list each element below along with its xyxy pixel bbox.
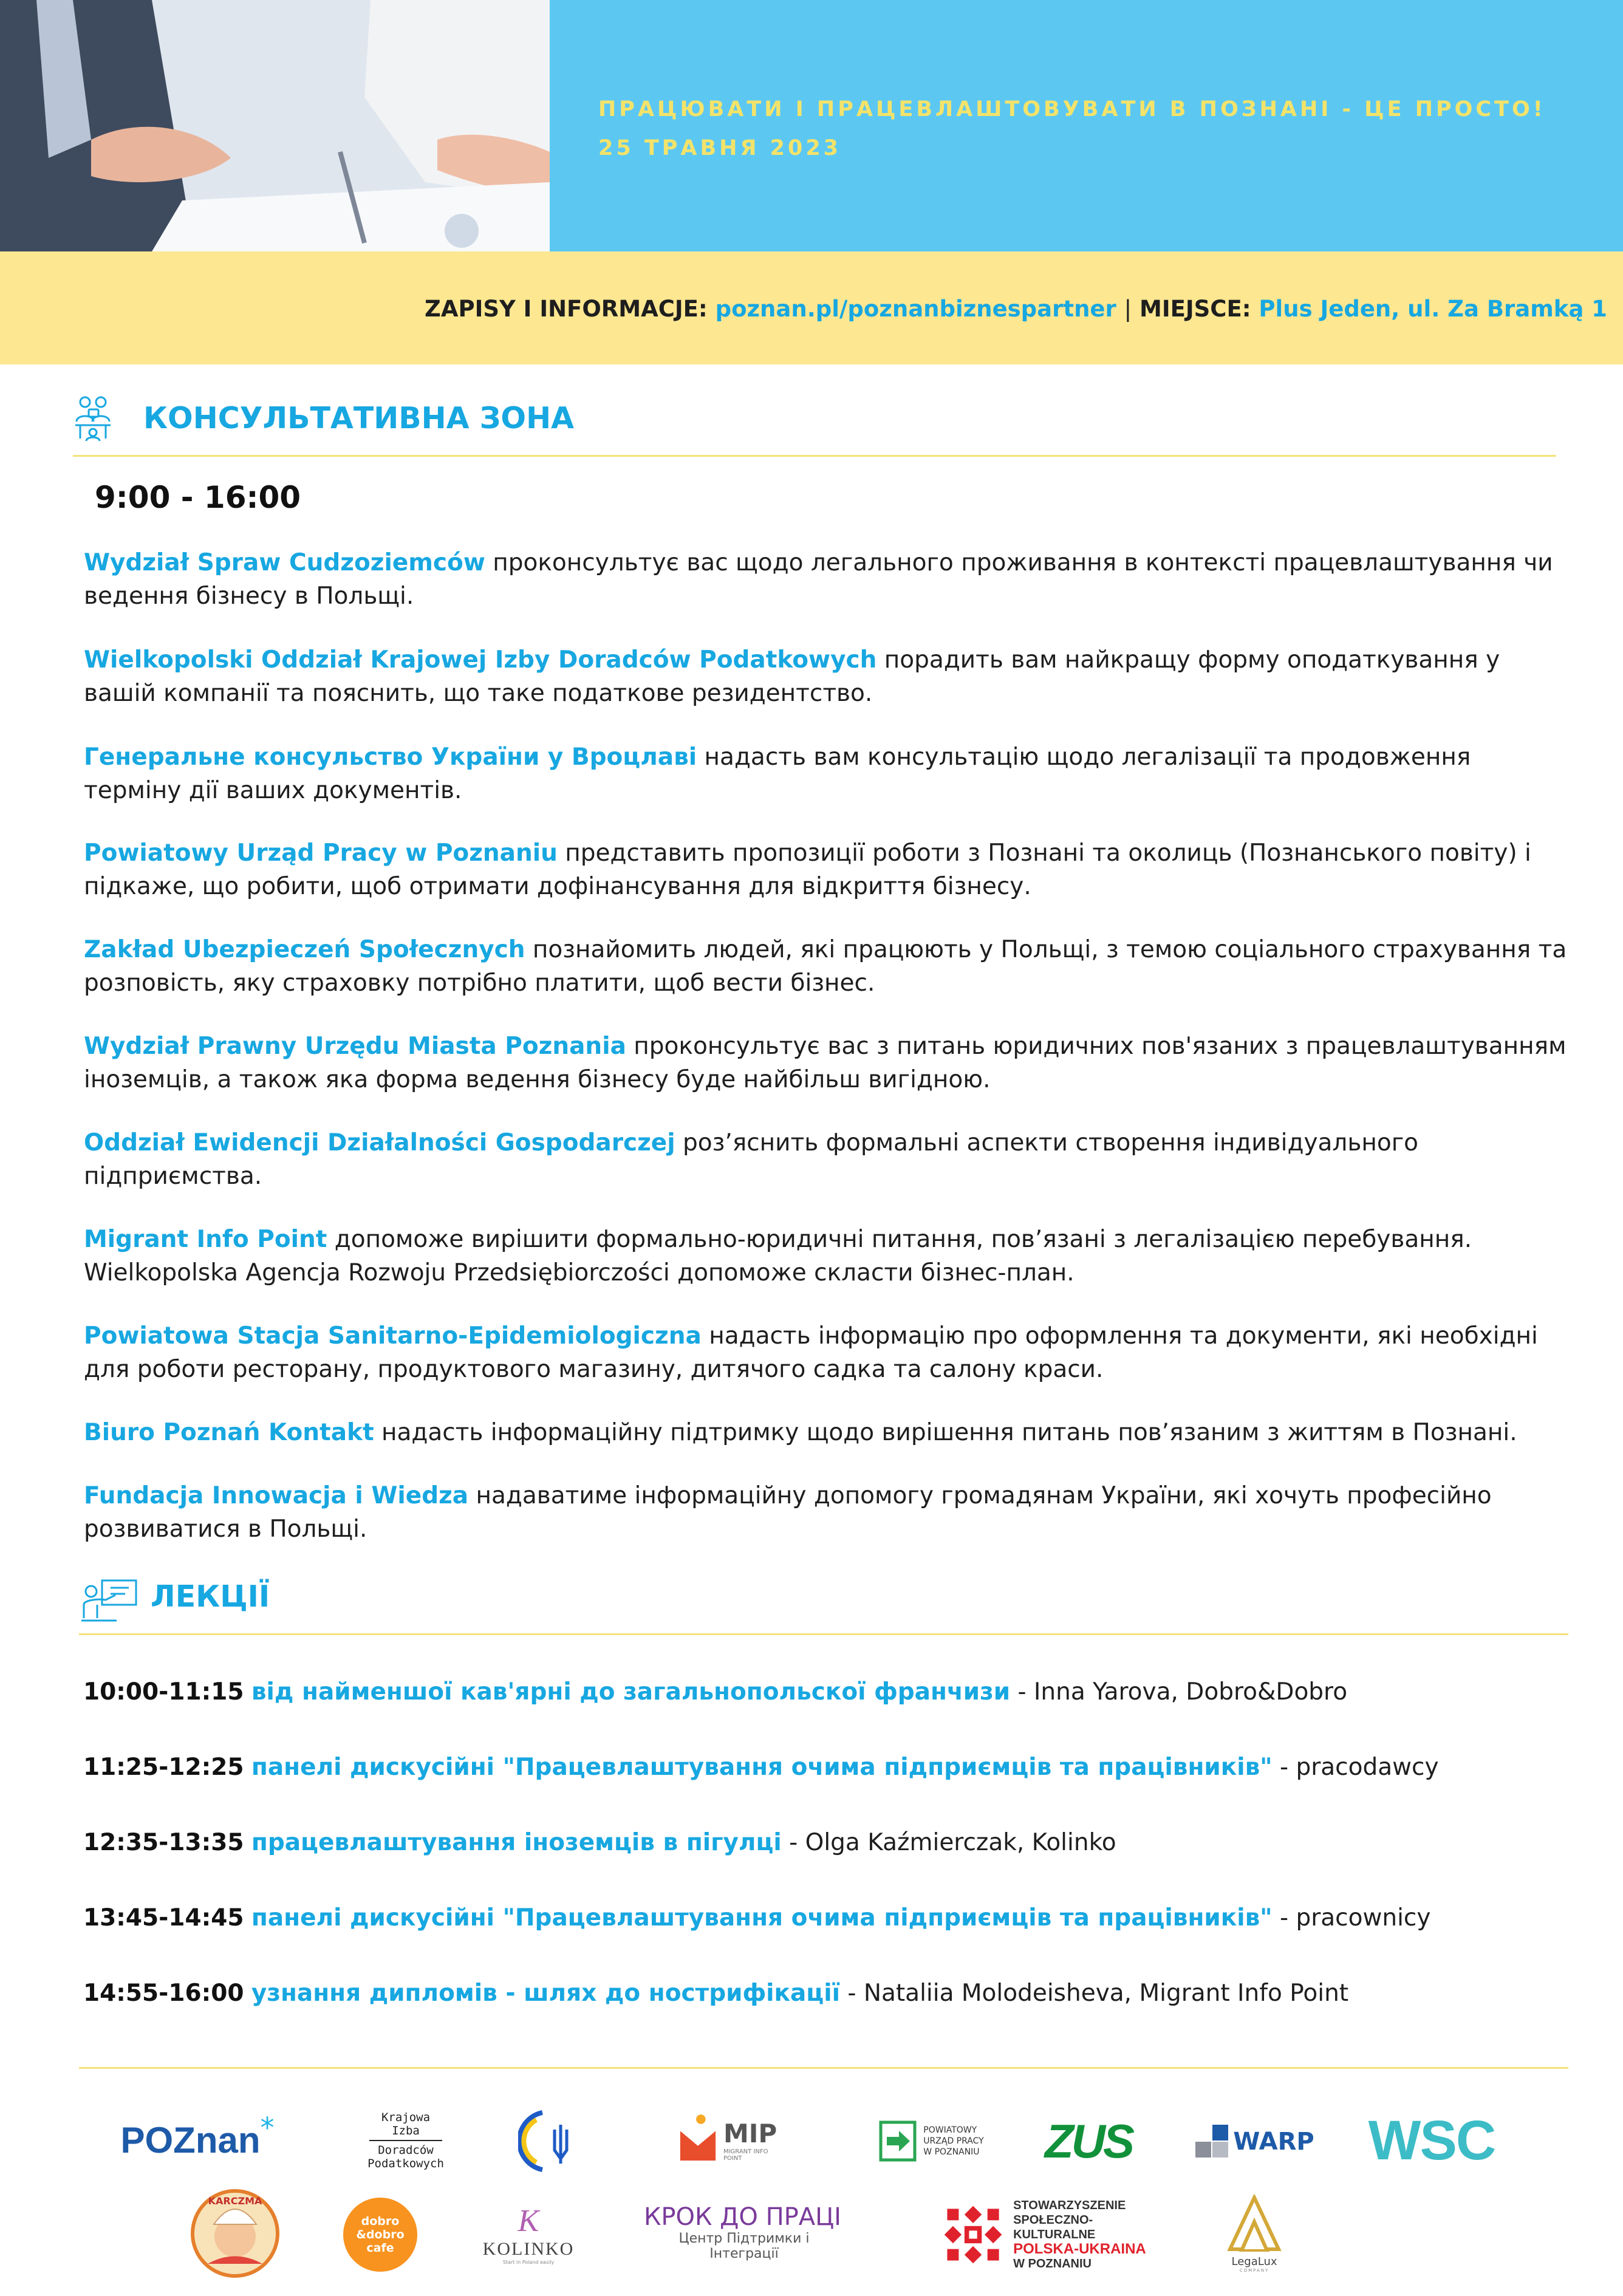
karczma-logo: KARCZMA [190,2188,281,2279]
lecture-icon [80,1578,138,1623]
lecture-time: 14:55-16:00 [83,1980,244,2007]
consult-entry [84,1223,1572,1290]
consult-entry [84,740,1572,807]
entry-text: познайомить людей, які працюють у Польщі, з темою соціального страхування та розповість, яку страховку потрібно платити, щоб вести бізнес. [84,936,1567,997]
lecture-time: 12:35-13:35 [83,1829,244,1856]
consult-entry [84,546,1572,613]
header-photo [0,0,550,251]
lecture-time: 10:00-11:15 [83,1678,244,1706]
event-date: 25 ТРАВНЯ 2023 [598,136,842,160]
consult-entry [84,1416,1572,1449]
spk-polska-ukraina-logo: STOWARZYSZENIE SPOŁECZNO-KULTURALNE POLSKA-UKRAINA W POZNANIU [941,2198,1166,2272]
divider [73,455,1556,457]
entry-org: Powiatowy Urząd Pracy w Poznaniu [84,839,558,867]
kolinko-logo: K KOLINKO Start in Poland easily [482,2204,575,2265]
lecture-speaker: - Nataliia Molodeisheva, Migrant Info Point [839,1980,1349,2007]
entry-org: Fundacja Innowacja i Wiedza [84,1482,469,1509]
lecture-item [83,1901,1430,1935]
kidp-logo: Krajowa Izba Doradców Podatkowych [367,2111,444,2170]
entry-org: Генеральне консульство України у Вроцлаві [84,743,697,771]
lecture-speaker: - pracownicy [1272,1904,1431,1932]
lecture-speaker: - pracodawcy [1272,1754,1439,1781]
mip-logo: MIP MIGRANT INFO POINT [677,2106,787,2173]
lecture-speaker: - Olga Kaźmierczak, Kolinko [781,1829,1116,1856]
warp-logo: WARP [1194,2120,1316,2164]
consultation-icon [73,394,113,442]
entry-org: Oddział Ewidencji Działalności Gospodarczej [84,1129,675,1157]
info-strip [0,251,1623,364]
wsc-logo: WSC [1368,2109,1495,2171]
entry-org: Wydział Prawny Urzędu Miasta Poznania [84,1033,626,1060]
entry-text: представить пропозиції роботи з Познані та околиць (Познанського повіту) і підкаже, що робити, щоб отримати дофінансування для відкриття бізнесу. [84,839,1531,900]
consult-entry [84,1479,1572,1546]
lecture-topic: панелі дискусійні "Працевлаштування очима підприємців та працівників" [251,1904,1273,1932]
lecture-item [83,1675,1347,1709]
entry-text: надасть вам консультацію щодо легалізації та продовження терміну дії ваших документів. [84,743,1471,804]
divider [79,2067,1568,2069]
consult-entry [84,933,1572,1000]
entry-text: порадить вам найкращу форму оподаткування у вашій компанії та пояснить, що таке податкове резидентство. [84,646,1500,707]
consulate-ukraine-logo [515,2105,588,2177]
header-banner [550,0,1623,251]
consult-entry [84,1030,1572,1096]
event-title: ПРАЦЮВАТИ І ПРАЦЕВЛАШТОВУВАТИ В ПОЗНАНІ - ЦЕ ПРОСТО! [598,97,1546,121]
entry-org: Wydział Spraw Cudzoziemców [84,549,485,576]
lecture-item [83,1977,1348,2010]
entry-text: проконсультує вас щодо легального проживання в контексті працевлаштування чи ведення бізнесу в Польщі. [84,549,1553,610]
legalux-logo: LegaLux COMPANY [1212,2188,1297,2279]
place-value: Plus Jeden, ul. Za Bramką 1 [1259,296,1607,322]
lecture-topic: панелі дискусійні "Працевлаштування очима підприємців та працівників" [251,1754,1273,1781]
lecture-topic: узнання дипломів - шлях до нострифікації [251,1980,840,2007]
lecture-speaker: - Inna Yarova, Dobro&Dobro [1010,1678,1348,1706]
entry-text: роз’яснить формальні аспекти створення індивідуального підприємства. [84,1129,1419,1190]
lecture-item [83,1751,1439,1784]
divider [79,1633,1568,1635]
info-line [425,296,1607,322]
consult-entry [84,1126,1572,1193]
consult-hours: 9:00 - 16:00 [95,480,301,515]
pup-poznan-logo: POWIATOWY URZĄD PRACY W POZNANIU [855,2114,1007,2168]
entry-text: надасть інформаційну підтримку щодо вирішення питань пов’язаним з життям в Познані. [374,1419,1517,1446]
entry-org: Zakład Ubezpieczeń Społecznych [84,936,525,963]
lecture-time: 11:25-12:25 [83,1754,244,1781]
separator: | [1124,296,1132,322]
poznan-logo: POZnan * [120,2111,275,2161]
krok-do-praci-logo: КРОК ДО ПРАЦІ Центр Підтримки і Інтеграції [644,2203,841,2261]
registration-link[interactable]: poznan.pl/poznanbiznespartner [715,296,1116,322]
entry-org: Powiatowa Stacja Sanitarno-Epidemiologiczna [84,1322,702,1350]
entry-text: надасть інформацію про оформлення та документи, які необхідні для роботи ресторану, продуктового магазину, дитячого садка та салону краси. [84,1322,1538,1383]
lectures-section-title: ЛЕКЦІЇ [151,1579,270,1614]
consult-entry [84,643,1572,710]
entry-text: надаватиме інформаційну допомогу громадянам України, які хочуть професійно розвиватися в Польщі. [84,1482,1492,1543]
dobro-dobro-logo: dobro &dobro cafe [343,2198,417,2272]
lecture-time: 13:45-14:45 [83,1904,244,1932]
entry-org: Wielkopolski Oddział Krajowej Izby Doradców Podatkowych [84,646,877,674]
info-label: ZAPISY I INFORMACJE: [425,296,708,322]
consult-entry [84,836,1572,903]
consult-entry [84,1319,1572,1386]
lecture-topic: від найменшої кав'ярні до загальнопольскої франчизи [251,1678,1011,1706]
place-label: MIEJSCE: [1140,296,1251,322]
entry-text: проконсультує вас з питань юридичних пов'язаних з працевлаштуванням іноземців, а також яка форма ведення бізнесу буде найбільш вигідною. [84,1033,1567,1093]
entry-org: Biuro Poznań Kontakt [84,1419,374,1446]
consult-section-title: КОНСУЛЬТАТИВНА ЗОНА [143,401,575,436]
zus-logo: ZUS [1045,2114,1132,2168]
lecture-topic: працевлаштування іноземців в пігулці [251,1829,782,1856]
lecture-item [83,1826,1116,1859]
entry-org: Migrant Info Point [84,1226,327,1253]
entry-text: допоможе вирішити формально-юридичні питання, пов’язані з легалізацією перебування. Wielkopolska Agencja Rozwoju Przedsiębiorczości допоможе скласти бізнес-план. [84,1226,1472,1286]
